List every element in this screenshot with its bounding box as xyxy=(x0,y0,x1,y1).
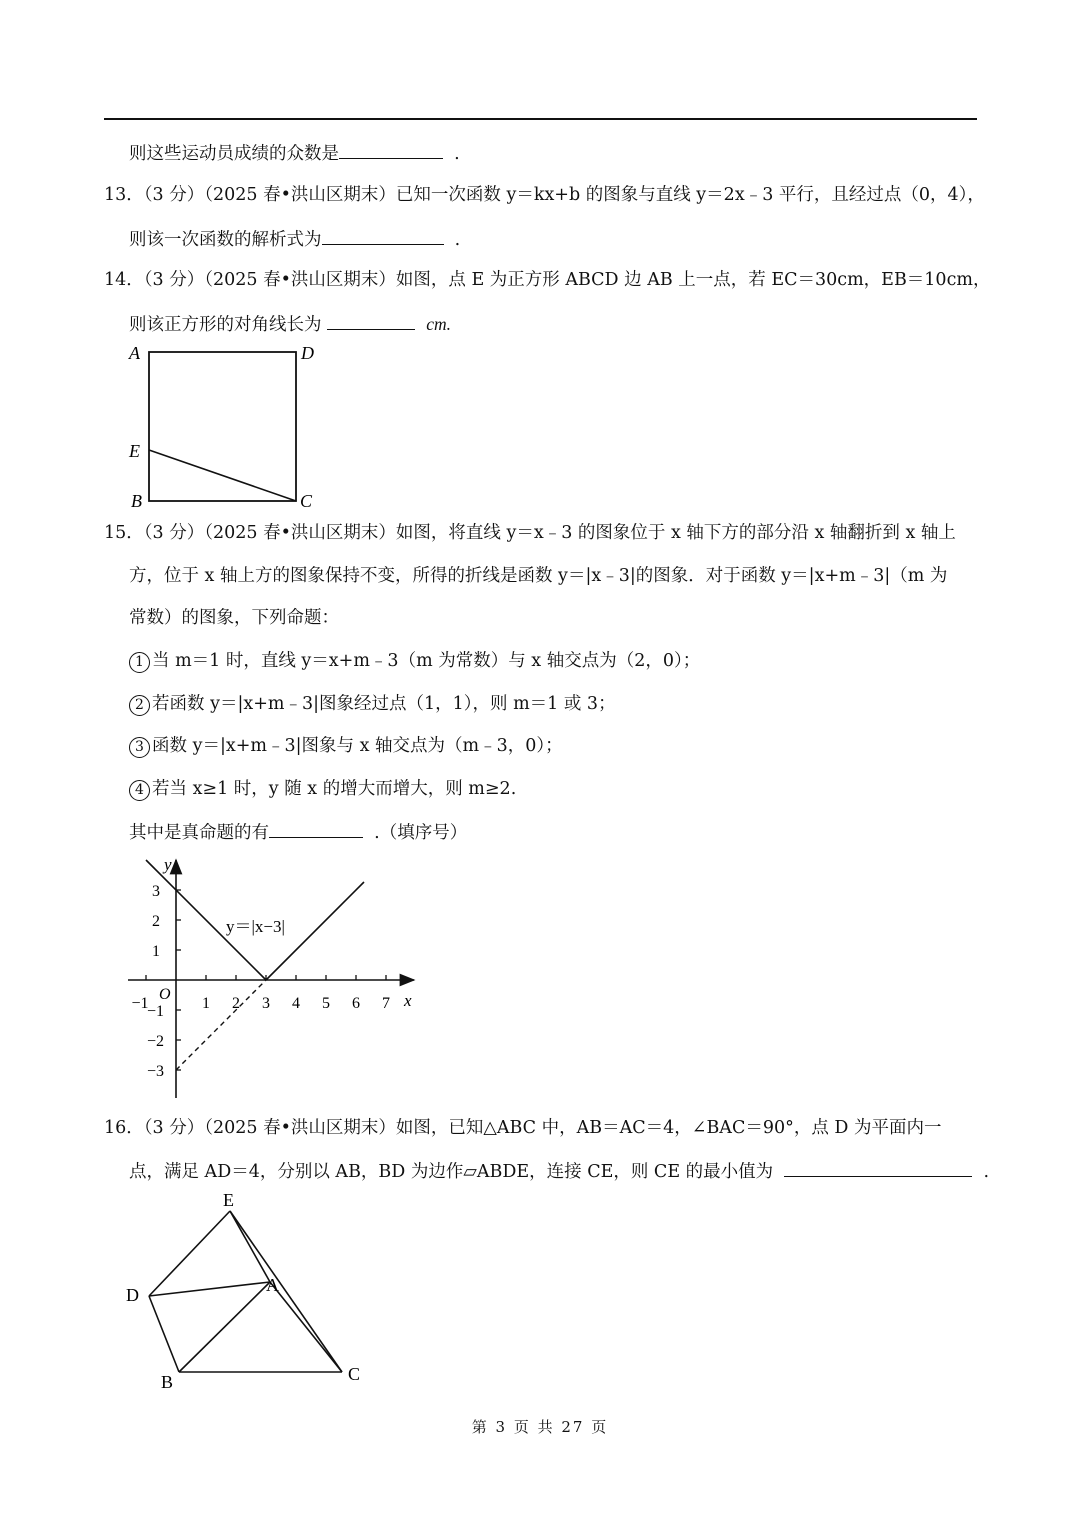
answer-blank[interactable] xyxy=(327,311,415,330)
y-tick-label: 1 xyxy=(152,943,160,960)
origin-label: O xyxy=(159,986,171,1003)
x-tick-label: 1 xyxy=(202,995,210,1012)
q15-answer-line: 其中是真命题的有 .（填序号） xyxy=(129,819,467,845)
label-a: A xyxy=(266,1275,279,1295)
x-tick-label: −1 xyxy=(131,995,149,1012)
label-a: A xyxy=(129,343,140,363)
dashed-line-y-x-3 xyxy=(176,980,266,1070)
x-tick-label: 7 xyxy=(382,995,390,1012)
q16-line2: 点，满足 AD＝4，分别以 AB，BD 为边作▱ABDE，连接 CE，则 CE 的最小值为 . xyxy=(129,1158,989,1184)
parallelogram-figure xyxy=(118,1182,378,1397)
header-rule xyxy=(104,118,977,120)
x-tick-label: 6 xyxy=(352,995,360,1012)
y-tick-label: 2 xyxy=(152,913,160,930)
q15-item-1: 1 当 m＝1 时，直线 y＝x+m﹣3（m 为常数）与 x 轴交点为（2，0）； xyxy=(129,649,700,673)
y-axis-label: y xyxy=(164,855,172,874)
function-graph xyxy=(118,848,428,1106)
answer-blank[interactable] xyxy=(269,819,363,838)
label-b: B xyxy=(131,491,142,511)
label-d: D xyxy=(126,1285,139,1305)
answer-blank[interactable] xyxy=(339,140,443,159)
segment-ea xyxy=(230,1211,270,1282)
q15-line3: 常数）的图象，下列命题： xyxy=(129,608,339,628)
function-label: y＝|x−3| xyxy=(226,917,285,936)
label-e: E xyxy=(129,441,140,461)
q14-line1: 14．（3 分）（2025 春•洪山区期末）如图，点 E 为正方形 ABCD 边 AB 上一点，若 EC＝30cm，EB＝10cm， xyxy=(104,270,991,290)
label-e: E xyxy=(223,1190,234,1210)
q12-line: 则这些运动员成绩的众数是 . xyxy=(129,140,460,166)
segment-da xyxy=(149,1282,270,1296)
label-c: C xyxy=(300,491,313,511)
q14-line2: 则该正方形的对角线长为 cm. xyxy=(129,311,451,337)
label-b: B xyxy=(161,1372,174,1392)
square-figure xyxy=(120,338,330,513)
answer-blank[interactable] xyxy=(784,1158,972,1177)
segment-ac xyxy=(270,1282,342,1372)
page-footer: 第 3 页 共 27 页 xyxy=(471,1418,609,1436)
x-axis-label: x xyxy=(404,991,412,1010)
segment-db xyxy=(149,1296,179,1372)
q15-item-4: 4 若当 x≥1 时，y 随 x 的增大而增大，则 m≥2. xyxy=(129,777,516,801)
label-d: D xyxy=(301,343,314,363)
y-tick-label: −2 xyxy=(146,1033,164,1050)
segment-ec xyxy=(149,450,296,501)
circled-number: 2 xyxy=(129,695,150,716)
q15-line1: 15．（3 分）（2025 春•洪山区期末）如图，将直线 y＝x﹣3 的图象位于 x 轴下方的部分沿 x 轴翻折到 x 轴上 xyxy=(104,523,956,543)
y-tick-label: −3 xyxy=(146,1063,164,1080)
answer-blank[interactable] xyxy=(322,226,444,245)
q15-item-3: 3 函数 y＝|x+m﹣3|图象与 x 轴交点为（m﹣3，0）； xyxy=(129,734,563,758)
x-tick-label: 4 xyxy=(292,995,300,1012)
y-tick-label: −1 xyxy=(146,1003,164,1020)
q16-line1: 16．（3 分）（2025 春•洪山区期末）如图，已知△ABC 中，AB＝AC＝4，∠BAC＝90°，点 D 为平面内一 xyxy=(104,1118,942,1138)
q15-item-2: 2 若函数 y＝|x+m﹣3|图象经过点（1，1），则 m＝1 或 3； xyxy=(129,692,616,716)
segment-de xyxy=(149,1211,230,1296)
q13-line1: 13．（3 分）（2025 春•洪山区期末）已知一次函数 y＝kx+b 的图象与直线 y＝2x﹣3 平行，且经过点（0，4）， xyxy=(104,185,985,205)
y-tick-label: 3 xyxy=(152,883,160,900)
circled-number: 3 xyxy=(129,737,150,758)
x-tick-label: 5 xyxy=(322,995,330,1012)
q15-line2: 方，位于 x 轴上方的图象保持不变，所得的折线是函数 y＝|x﹣3|的图象．对于函数 y＝|x+m﹣3|（m 为 xyxy=(129,566,948,586)
segment-ec xyxy=(230,1211,342,1372)
x-tick-label: 3 xyxy=(262,995,270,1012)
circled-number: 1 xyxy=(129,652,150,673)
label-c: C xyxy=(348,1364,361,1384)
circled-number: 4 xyxy=(129,780,150,801)
x-tick-label: 2 xyxy=(232,995,240,1012)
square-abcd xyxy=(149,352,296,501)
segment-ba xyxy=(179,1282,270,1372)
q13-line2: 则该一次函数的解析式为 . xyxy=(129,226,460,252)
